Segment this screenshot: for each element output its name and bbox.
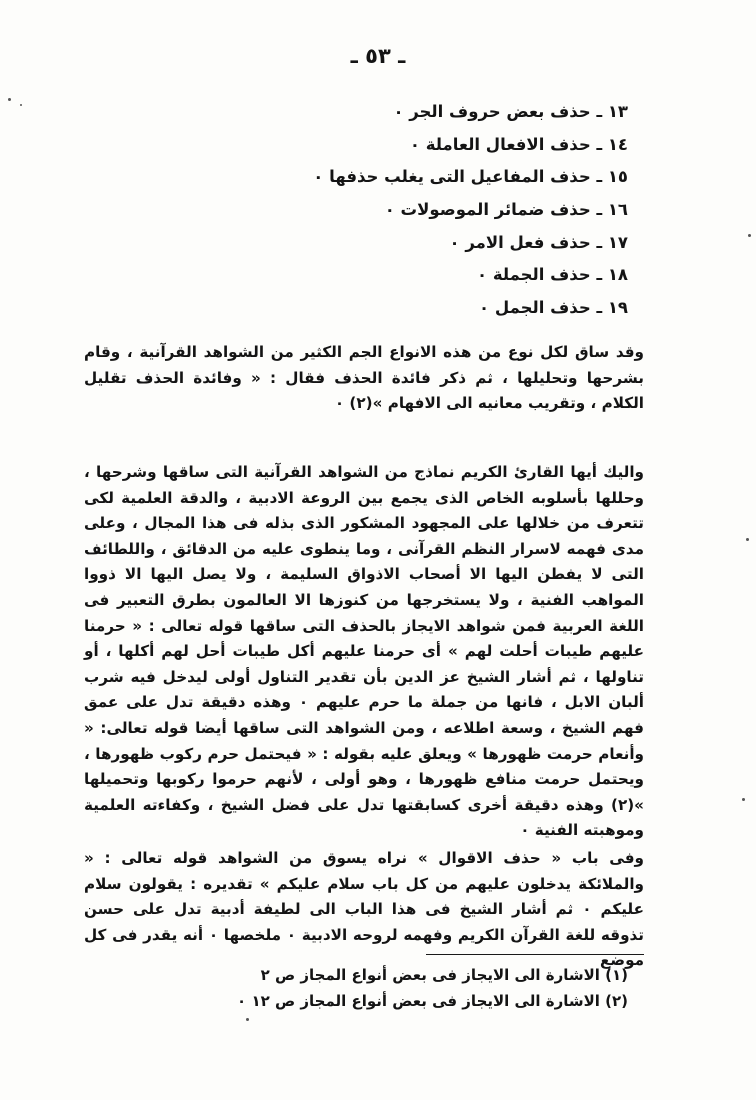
page-number: ـ ٥٣ ـ — [350, 44, 406, 68]
list-item: ١٣ ـ حذف بعض حروف الجر ٠ — [393, 102, 628, 121]
scan-speck — [746, 538, 749, 541]
deletion-types-list — [208, 96, 628, 325]
body-paragraph: وفى باب « حذف الاقوال » نراه يسوق من الشواهد قوله تعالى : « والملائكة يدخلون عليهم من كل باب سلام عليكم » تقديره : يقولون سلام عليكم ٠ ثم أشار الشيخ فى هذا الباب الى لطيفة أدبية تدل على حسن تذوقه للغة القرآن الكريم وفهمه لروحه الادبية ٠ ملخصها ٠ أنه يقدر فى كل موضع — [84, 849, 644, 970]
body-paragraph: واليك أيها القارئ الكريم نماذج من الشواهد القرآنية التى ساقها وشرحها ، وحللها بأسلوبه الخاص الذى يجمع بين الروعة الادبية ، والدقة العلمية لكى تتعرف من خلالها على المجهود المشكور الذى بذله فى هذا المجال ، وعلى مدى فهمه لاسرار النظم القرآنى ، وما ينطوى عليه من الدقائق ، واللطائف التى لا يفطن اليها الا أصحاب الاذواق السليمة ، ولا يصل اليها الا ذووا المواهب الفنية ، ولا يستخرجها من كنوزها الا العالمون بطرق التعبير فى اللغة العربية فمن شواهد الايجاز بالحذف التى ساقها قوله تعالى : « حرمنا عليهم طيبات أحلت لهم » أى حرمنا عليهم أكل طيبات أحل لهم أكلها ، أو تناولها ، ثم أشار الشيخ عز الدين بأن تقدير التناول أولى ليدخل فيه شرب ألبان الابل ، فانها من جملة ما حرم عليهم ٠ وهذه دقيقة تدل على عمق فهم الشيخ ، وسعة اطلاعه ، ومن الشواهد التى ساقها أيضا قوله تعالى: « وأنعام حرمت ظهورها » ويعلق عليه بقوله : « فيحتمل حرم ركوب ظهورها ، ويحتمل حرمت منافع ظهورها ، وهو أولى ، لأنهم حرموا ركوبها وتحميلها »(٢) وهذه دقيقة أخرى كسابقتها تدل على فضل الشيخ ، وكفاءته العلمية وموهبته الفنية ٠ — [84, 463, 644, 840]
footnote: (٢) الاشارة الى الايجاز فى بعض أنواع المجاز ص ١٢ ٠ — [237, 992, 628, 1010]
list-item: ١٦ ـ حذف ضمائر الموصولات ٠ — [384, 200, 628, 220]
list-item: ١٤ ـ حذف الافعال العاملة ٠ — [409, 134, 628, 154]
scan-speck — [748, 234, 751, 237]
footnotes — [148, 962, 628, 1014]
scan-speck — [8, 98, 11, 101]
list-item: ١٨ ـ حذف الجملة ٠ — [477, 265, 628, 285]
list-item: ١٥ ـ حذف المفاعيل التى يغلب حذفها ٠ — [313, 167, 628, 187]
footnote: (١) الاشارة الى الايجاز فى بعض أنواع المجاز ص ٢ — [260, 966, 628, 984]
body-paragraph: وقد ساق لكل نوع من هذه الانواع الجم الكثير من الشواهد القرآنية ، وقام بشرحها وتحليلها ، ثم ذكر فائدة الحذف فقال : « وفائدة الحذف تقليل الكلام ، وتقريب معانيه الى الافهام »(٢) ٠ — [84, 343, 644, 413]
footnote-divider — [426, 954, 644, 955]
list-item: ١٩ ـ حذف الجمل ٠ — [479, 298, 628, 318]
scan-speck — [742, 798, 745, 801]
scan-speck — [20, 104, 22, 106]
scan-speck — [246, 1018, 249, 1021]
list-item: ١٧ ـ حذف فعل الامر ٠ — [449, 232, 628, 252]
